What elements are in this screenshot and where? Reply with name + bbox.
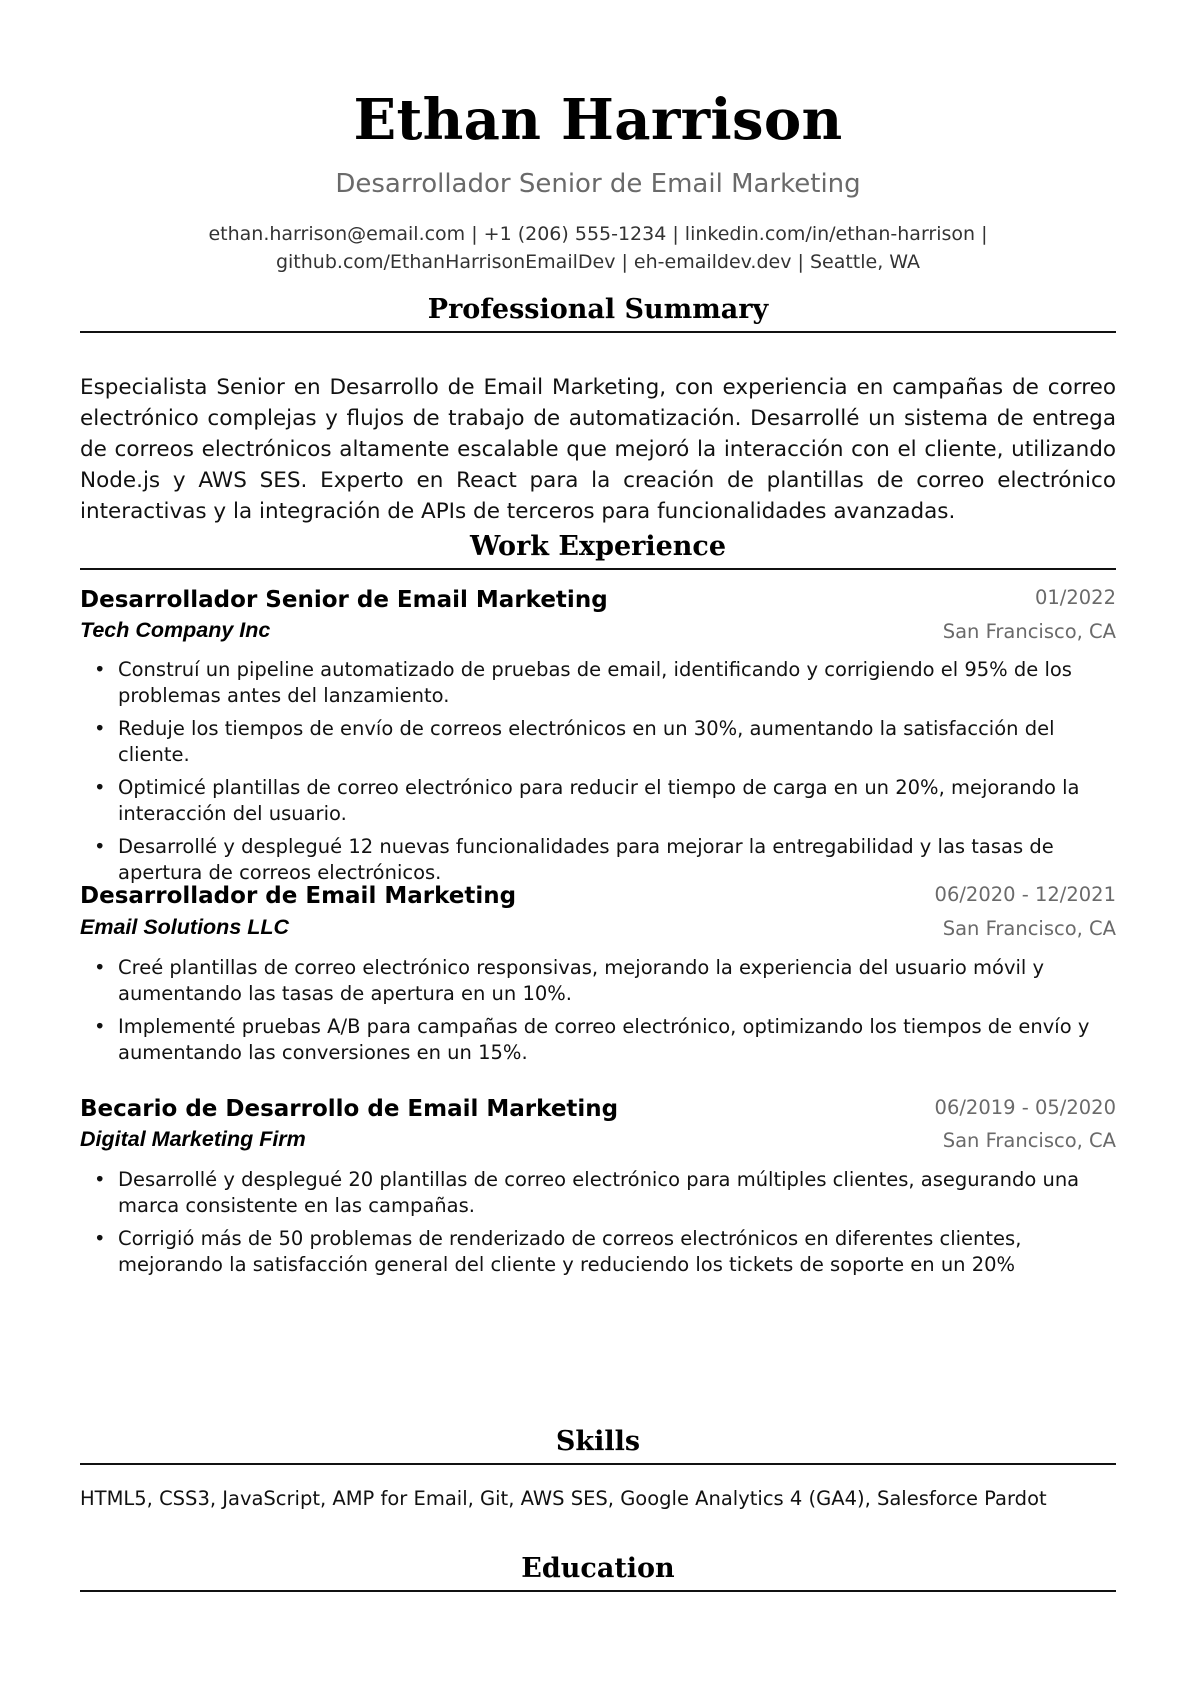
bullet-text: Implementé pruebas A/B para campañas de correo electrónico, optimizando los tiempos de envío y aumentando las conversiones en un 15%.: [118, 1015, 1090, 1064]
candidate-name: Ethan Harrison: [353, 87, 843, 153]
contact-line-2: github.com/EthanHarrisonEmailDev | eh-emaildev.dev | Seattle, WA: [275, 251, 921, 273]
job-date: 06/2020 - 12/2021: [934, 883, 1116, 906]
section-divider: [80, 1590, 1116, 1592]
bullet-glyph: •: [94, 835, 106, 858]
bullet-item: [80, 775, 1116, 827]
bullet-item: [80, 1167, 1116, 1219]
section-title-summary: Professional Summary: [427, 294, 769, 325]
bullet-text: Reduje los tiempos de envío de correos electrónicos en un 30%, aumentando la satisfacción del cliente.: [118, 717, 1055, 766]
job-title: Becario de Desarrollo de Email Marketing: [80, 1096, 619, 1122]
contact-line-1: ethan.harrison@email.com | +1 (206) 555-1234 | linkedin.com/in/ethan-harrison |: [208, 223, 988, 245]
job-company: Tech Company Inc: [80, 618, 271, 642]
skills-list: HTML5, CSS3, JavaScript, AMP for Email, Git, AWS SES, Google Analytics 4 (GA4), Salesforce Pardot: [80, 1487, 1047, 1510]
job-title: Desarrollador Senior de Email Marketing: [80, 587, 608, 613]
summary-text: Especialista Senior en Desarrollo de Email Marketing, con experiencia en campañas de correo electrónico complejas y flujos de trabajo de automatización. Desarrollé un sistema de entrega de correos electrónicos altamente escalable que mejoró la interacción con el cliente, utilizando Node.js y AWS SES. Experto en React para la creación de plantillas de correo electrónico interactivas y la integración de APIs de terceros para funcionalidades avanzadas.: [80, 375, 1116, 524]
bullet-glyph: •: [94, 776, 106, 799]
job-bullets: [80, 657, 1116, 893]
section-title-education: Education: [521, 1553, 675, 1584]
bullet-item: [80, 1014, 1116, 1066]
candidate-headline: Desarrollador Senior de Email Marketing: [335, 169, 861, 199]
bullet-text: Corrigió más de 50 problemas de renderizado de correos electrónicos en diferentes clientes, mejorando la satisfacción general del cliente y reduciendo los tickets de soporte en un 20%: [118, 1227, 1022, 1276]
bullet-item: [80, 657, 1116, 709]
section-divider: [80, 331, 1116, 333]
job-bullets: [80, 1167, 1116, 1285]
job-company: Email Solutions LLC: [80, 915, 290, 939]
bullet-text: Optimicé plantillas de correo electrónico para reducir el tiempo de carga en un 20%, mejorando la interacción del usuario.: [118, 776, 1080, 825]
job-location: San Francisco, CA: [942, 917, 1116, 940]
bullet-glyph: •: [94, 1168, 106, 1191]
job-location: San Francisco, CA: [942, 620, 1116, 643]
contact-info: [140, 220, 1056, 276]
job-bullets: [80, 955, 1116, 1073]
job-location: San Francisco, CA: [942, 1129, 1116, 1152]
section-title-skills: Skills: [555, 1426, 641, 1457]
section-divider: [80, 568, 1116, 570]
section-title-experience: Work Experience: [469, 531, 727, 562]
job-company: Digital Marketing Firm: [80, 1127, 306, 1151]
job-title: Desarrollador de Email Marketing: [80, 883, 517, 909]
bullet-item: [80, 716, 1116, 768]
bullet-text: Desarrollé y desplegué 20 plantillas de correo electrónico para múltiples clientes, asegurando una marca consistente en las campañas.: [118, 1168, 1080, 1217]
bullet-item: [80, 955, 1116, 1007]
bullet-glyph: •: [94, 717, 106, 740]
bullet-text: Construí un pipeline automatizado de pruebas de email, identificando y corrigiendo el 95% de los problemas antes del lanzamiento.: [118, 658, 1072, 707]
bullet-glyph: •: [94, 658, 106, 681]
bullet-glyph: •: [94, 956, 106, 979]
bullet-text: Creé plantillas de correo electrónico responsivas, mejorando la experiencia del usuario móvil y aumentando las tasas de apertura en un 10%.: [118, 956, 1045, 1005]
bullet-glyph: •: [94, 1227, 106, 1250]
bullet-glyph: •: [94, 1015, 106, 1038]
section-divider: [80, 1463, 1116, 1465]
bullet-text: Desarrollé y desplegué 12 nuevas funcionalidades para mejorar la entregabilidad y las tasas de apertura de correos electrónicos.: [118, 835, 1054, 884]
bullet-item: [80, 834, 1116, 886]
job-date: 06/2019 - 05/2020: [934, 1096, 1116, 1119]
job-date: 01/2022: [1034, 586, 1116, 609]
bullet-item: [80, 1226, 1116, 1278]
